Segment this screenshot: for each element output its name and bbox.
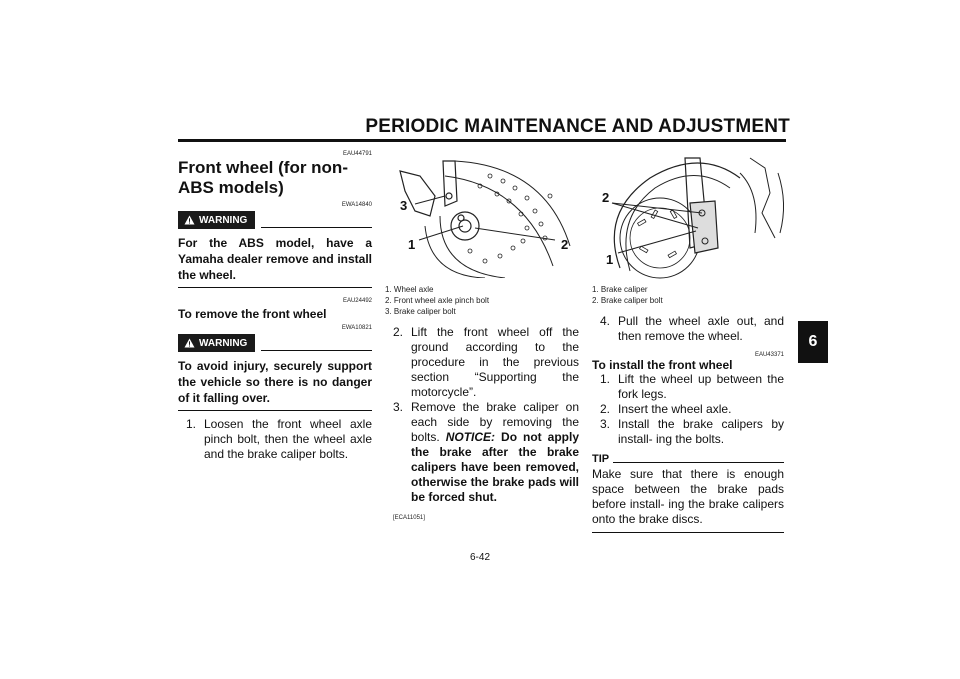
warning-end-rule (178, 287, 372, 288)
step-item (592, 314, 784, 344)
step-item (385, 325, 579, 400)
tip-end-rule (592, 532, 784, 533)
step-text: Insert the wheel axle. (618, 402, 732, 416)
step-number: 1. (600, 372, 611, 386)
warning-triangle-icon (184, 215, 195, 225)
figure-caption: 2. Front wheel axle pinch bolt (385, 296, 490, 305)
header-rule (178, 139, 786, 142)
warning-rule (261, 227, 372, 228)
step-number: 3. (393, 400, 404, 414)
warning-code: EWA14840 (341, 202, 372, 208)
warning-code: EWA10821 (341, 325, 372, 331)
figure-caption: 1. Brake caliper (592, 285, 648, 294)
warning-rule (261, 350, 372, 351)
step-text: Install the brake calipers by install- ing the bolts. (618, 417, 784, 446)
figure-callout: 1 (408, 237, 416, 252)
column-2 (385, 284, 579, 524)
step-text (411, 400, 579, 505)
figure-caption: 1. Wheel axle (385, 285, 434, 294)
figure-callout: 2 (561, 237, 569, 252)
subsection-heading: To install the front wheel (592, 358, 733, 372)
warning-badge (178, 334, 255, 352)
section-code: EAU44791 (342, 151, 372, 157)
step-item (385, 400, 579, 505)
wheel-axle-figure (385, 156, 580, 278)
brake-caliper-figure (590, 153, 790, 280)
subsection-code: EAU43371 (754, 352, 784, 358)
step-text: Loosen the front wheel axle pinch bolt, then the wheel axle and the brake caliper bolts. (204, 417, 372, 461)
warning-badge (178, 211, 255, 229)
step-item (592, 372, 784, 402)
figure-callout: 1 (606, 252, 614, 267)
warning-label: WARNING (199, 337, 248, 349)
step-number: 4. (600, 314, 611, 328)
step-number: 2. (600, 402, 611, 416)
step-text: Lift the front wheel off the ground according to the procedure in the previous section “Supporting the motorcycle”. (411, 325, 579, 399)
caution-code: [ECA11051] (393, 515, 425, 521)
tip-text: Make sure that there is enough space between the brake pads before install- ing the brake calipers onto the brake discs. (592, 467, 784, 526)
step-item (592, 417, 784, 447)
step-item (592, 402, 784, 417)
tip-rule (613, 462, 784, 463)
step-text: Pull the wheel axle out, and then remove the wheel. (618, 314, 784, 343)
column-3 (592, 284, 784, 533)
notice-label: NOTICE: (445, 430, 496, 444)
warning-header (178, 334, 372, 352)
step-text: Lift the wheel up between the fork legs. (618, 372, 784, 401)
column-1 (178, 151, 372, 462)
subsection-heading: To remove the front wheel (178, 307, 327, 321)
figure-callout: 2 (602, 190, 610, 205)
step-text-body: Remove the brake caliper on each side by removing the bolts. (411, 400, 579, 444)
step-item (178, 417, 372, 462)
page-header-title: PERIODIC MAINTENANCE AND ADJUSTMENT (365, 116, 790, 137)
tip-header (592, 453, 784, 465)
tip-label: TIP (592, 453, 610, 465)
chapter-tab: 6 (798, 321, 828, 363)
warning-text: For the ABS model, have a Yamaha dealer remove and install the wheel. (178, 236, 372, 282)
page-number: 6-42 (469, 552, 490, 563)
warning-text: To avoid injury, securely support the vehicle so there is no danger of it falling over. (178, 359, 372, 405)
warning-header (178, 211, 372, 229)
warning-label: WARNING (199, 214, 248, 226)
figure-caption: 3. Brake caliper bolt (385, 307, 456, 316)
step-number: 1. (186, 417, 197, 431)
notice-text: Do not apply the brake after the brake calipers have been removed, otherwise the brake pads will be forced shut. (411, 430, 579, 504)
warning-end-rule (178, 410, 372, 411)
figure-callout: 3 (400, 198, 408, 213)
section-title: Front wheel (for non-ABS models) (178, 158, 348, 197)
warning-triangle-icon (184, 338, 195, 348)
step-number: 2. (393, 325, 404, 339)
subsection-code: EAU24492 (342, 298, 372, 304)
step-number: 3. (600, 417, 611, 431)
figure-caption: 2. Brake caliper bolt (592, 296, 663, 305)
